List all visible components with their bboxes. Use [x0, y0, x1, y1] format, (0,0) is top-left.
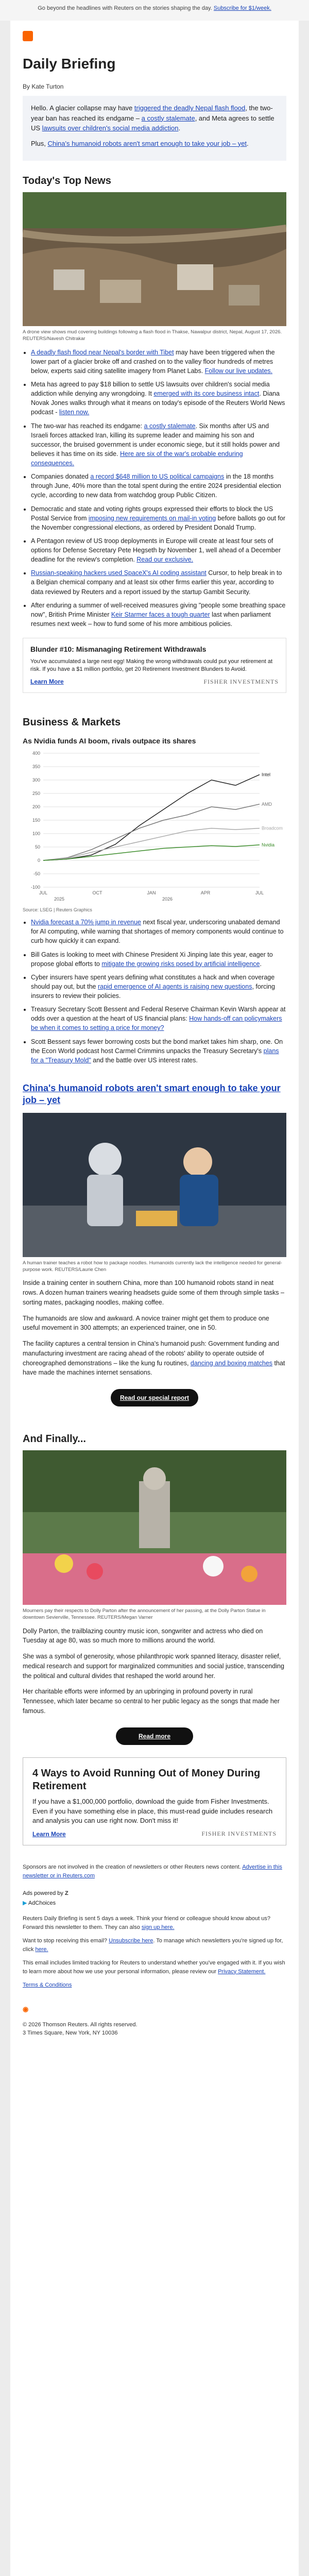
finally-paragraph-3: Her charitable efforts were informed by an upbringing in profound poverty in rural Tennessee, which later became so central to her public legacy as the songs that made her famous.	[23, 1688, 280, 1715]
shares-line-chart	[23, 748, 286, 903]
newsletter-body	[10, 21, 299, 2576]
masthead	[10, 21, 299, 52]
robots-headline-link[interactable]: China's humanoid robots aren't smart enough to take your job – yet	[23, 1082, 281, 1106]
robots-paragraph-1: Inside a training center in southern China, more than 100 humanoid robots stand in neat rows. A dozen human trainers wearing headsets guide some of them through simple tasks – sorting mates, packaging noodles, making coffee.	[23, 1279, 284, 1306]
dolly-memorial-photo	[23, 1450, 286, 1605]
intro-paragraph: Hello. A glacier collapse may have triggered the deadly Nepal flash flood, the two-year ban has reached its endgame – a costly stalemate, and Meta agrees to settle US lawsuits over children's social media addiction.	[31, 104, 274, 132]
top-news-list	[10, 348, 299, 629]
robots-photo	[23, 1113, 286, 1257]
promo-learn-more-link[interactable]: Learn More	[32, 1830, 66, 1838]
list-item: • A deadly flash flood near Nepal's border with Tibet may have been triggered when the lower part of a glacier broke off and crashed on to the valley floor hundreds of metres below, experts said citing satellite imagery from Planet Labs. Follow our live updates.	[31, 348, 286, 376]
privacy-link[interactable]: Privacy Statement.	[218, 1968, 266, 1975]
thomson-reuters-logo-icon: ◉	[23, 2005, 29, 2013]
subscribe-link[interactable]: Subscribe for $1/week.	[213, 5, 271, 11]
intro-paragraph-plus: Plus, China's humanoid robots aren't smart enough to take your job – yet.	[31, 139, 249, 147]
chart-source: Source: LSEG | Reuters Graphics	[23, 907, 92, 913]
manage-newsletters-link[interactable]: here.	[35, 1946, 48, 1953]
intro-link-meta[interactable]: lawsuits over children's social media addiction	[42, 124, 179, 132]
byline: By Kate Turton	[23, 83, 64, 90]
finally-heading: And Finally...	[23, 1433, 86, 1445]
y-tick-label: 250	[32, 791, 40, 796]
terms-link[interactable]: Terms & Conditions	[23, 1982, 72, 1989]
series-line-amd	[43, 804, 260, 860]
unsubscribe-link[interactable]: Unsubscribe here	[109, 1938, 153, 1944]
fisher-logo: FISHER INVESTMENTS	[203, 678, 279, 686]
list-item: • The two-war has reached its endgame: a costly stalemate. Six months after US and Israeli forces attacked Iran, killing its supreme leader and maiming his son and successor, the bruised government is under economic siege, but it still holds power and believes it has time on its side. Here are six of the war's probable enduring consequences.	[31, 421, 286, 468]
y-tick-label: 350	[32, 764, 40, 770]
fisher-ad-box[interactable]	[23, 638, 286, 693]
business-list	[10, 918, 299, 1065]
series-line-broadcom	[43, 828, 260, 860]
list-item: • Meta has agreed to pay $18 billion to settle US lawsuits over children's social media addiction while denying any wrongdoing. It emerged with its core business intact. Diana Novak Jones walks through what it means on today's episode of the Reuters World News podcast - listen now.	[31, 380, 286, 417]
x-tick-label: APR	[200, 890, 211, 896]
copyright: © 2026 Thomson Reuters. All rights reserved. 3 Times Square, New York, NY 10036	[23, 2021, 138, 2037]
list-item: • Treasury Secretary Scott Bessent and Federal Reserve Chairman Kevin Warsh appear at odds over a question at the heart of US financial plans: How hands-off can policymakers be when it comes to setting a price for money?	[31, 1005, 286, 1032]
y-tick-label: -100	[30, 885, 40, 890]
read-more-button[interactable]: Read more	[116, 1727, 193, 1745]
list-item: • A Pentagon review of US troop deployments in Europe will create at least four sets of options for Defense Secretary Pete Hegseth by November 1, well ahead of a December deadline for the review's completion. Read our exclusive.	[31, 536, 286, 564]
promo-body: If you have a $1,000,000 portfolio, download the guide from Fisher Investments. Even if you have something else in place, this must-read guide includes research and analysis you can use right now. Don't miss it!	[32, 1797, 273, 1825]
x-year-label: 2026	[162, 896, 173, 902]
footer-text: Reuters Daily Briefing is sent 5 days a week. Think your friend or colleague should know about us? Forward this newsletter to them. They can also sign up here. Want to stop receiving this email? Unsubscribe here. To manage which newsletters you're signed up for, click here. This email includes limited tracking for Reuters to understand whether you've engaged with it. If you wish to learn more about how we use your personal information, please review our Privacy Statement. Terms & Conditions	[23, 1916, 285, 1989]
y-tick-label: -50	[33, 871, 40, 877]
series-label: AMD	[262, 801, 272, 807]
intro-link-flood[interactable]: triggered the deadly Nepal flash flood	[134, 104, 246, 112]
x-tick-label: JUL	[39, 890, 48, 896]
robots-paragraph-2: The humanoids are slow and awkward. A novice trainer might get them to produce one useful movement in 300 attempts; an experienced trainer, one in 50.	[23, 1314, 269, 1332]
top-bar-text: Go beyond the headlines with Reuters on the stories shaping the day.	[38, 5, 214, 11]
fisher-promo-box[interactable]	[23, 1757, 286, 1846]
promo-title: 4 Ways to Avoid Running Out of Money During Retirement	[32, 1767, 261, 1792]
list-item: • After enduring a summer of well-received measures giving "people some breathing space now", British Prime Minister Keir Starmer faces a tough quarter last when parliament resumes next week – how to fund some of his more ambitious policies.	[31, 601, 286, 629]
intro-link-stalemate[interactable]: a costly stalemate	[141, 114, 195, 122]
y-tick-label: 300	[32, 777, 40, 783]
series-label: Nvidia	[262, 842, 275, 848]
robots-photo-caption: A human trainer teaches a robot how to package noodles. Humanoids currently lack the intelligence needed for general-purpose work. REUTERS/Laurie Chen	[23, 1260, 282, 1273]
y-tick-label: 100	[32, 831, 40, 837]
y-tick-label: 50	[35, 844, 40, 850]
newsletter-title: Daily Briefing	[23, 56, 116, 72]
series-label: Broadcom	[262, 825, 283, 831]
footer	[10, 1858, 299, 1890]
list-item: • Democratic and state and voting rights groups expressed their efforts to block the US Postal Service from imposing new requirements on mail-in voting before ballots go out for the November congressional elections, as ordered by President Donald Trump.	[31, 504, 286, 532]
signup-link[interactable]: sign up here.	[141, 1924, 175, 1930]
y-tick-label: 150	[32, 818, 40, 823]
top-news-heading: Today's Top News	[23, 175, 111, 187]
adchoices-icon: ▶	[23, 1900, 27, 1907]
finally-paragraph-2: She was a symbol of generosity, whose philanthropic work spanned literacy, disaster relief, medical research and support for marginalized communities and social justice, transcending the political and cultural divides that reshaped the world around her.	[23, 1653, 284, 1680]
sponsor-note: Sponsors are not involved in the creation of newsletters or other Reuters news content. Advertise in this newsletter or in Reuters.com	[23, 1864, 282, 1879]
robots-paragraph-3: The facility captures a central tension in China's humanoid push: Government funding and manufacturing investment are racing ahead of the robots' ability to operate outside of choreographed demonstrations – like the kung fu routines, dancing and boxing matches that have made the machines internet sensations.	[23, 1340, 285, 1377]
ads-powered-by: Ads powered by Z	[23, 1890, 68, 1897]
flood-photo-caption: A drone view shows mud covering buildings following a flash flood in Thakse, Nawalpur district, Nepal, August 17, 2026. REUTERS/Navesh Chitrakar	[23, 329, 282, 342]
list-item: • Nvidia forecast a 70% jump in revenue next fiscal year, underscoring unabated demand for AI computing, while warning that shortages of memory components would continue to curb how quickly it can expand.	[31, 918, 286, 945]
list-item: • Russian-speaking hackers used SpaceX's AI coding assistant Cursor, to help break in to a Belgian chemical company and at least six other firms earlier this year, according to data reviewed by Reuters and a report issued by the startup Gambit Security.	[31, 568, 286, 596]
x-tick-label: JUL	[255, 890, 264, 896]
ad-learn-more-link[interactable]: Learn More	[30, 678, 64, 686]
series-line-intel	[43, 775, 260, 860]
advertise-link[interactable]: Advertise in this newsletter or in Reuters.com	[23, 1864, 282, 1879]
intro-link-robots[interactable]: China's humanoid robots aren't smart enough to take your job – yet	[47, 139, 247, 147]
flood-photo	[23, 192, 286, 326]
x-tick-label: JAN	[147, 890, 156, 896]
fisher-logo: FISHER INVESTMENTS	[201, 1830, 277, 1838]
y-tick-label: 0	[37, 858, 40, 863]
list-item: • Cyber insurers have spent years defining what constitutes a hack and when coverage should pay out, but the rapid emergence of AI agents is raising new questions, forcing insurers to review their policies.	[31, 973, 286, 1001]
x-year-label: 2025	[54, 896, 65, 902]
list-item: • Bill Gates is looking to meet with Chinese President Xi Jinping late this year, eager to propose global efforts to mitigate the growing risks posed by artificial intelligence.	[31, 950, 286, 969]
adchoices-link[interactable]: ▶ AdChoices	[23, 1900, 56, 1907]
y-tick-label: 400	[32, 751, 40, 756]
ad-title: Blunder #10: Mismanaging Retirement Withdrawals	[30, 645, 207, 653]
x-tick-label: OCT	[92, 890, 102, 896]
finally-paragraph-1: Dolly Parton, the trailblazing country music icon, songwriter and actress who died on Tuesday at age 80, was so much more to millions around the world.	[23, 1627, 263, 1645]
read-special-report-button[interactable]: Read our special report	[111, 1389, 198, 1406]
reuters-logo-icon	[23, 31, 33, 41]
chart-title: As Nvidia funds AI boom, rivals outpace its shares	[23, 737, 196, 745]
zeta-logo-icon: Z	[64, 1890, 68, 1897]
series-label: Intel	[262, 772, 271, 777]
list-item: • Scott Bessent says fewer borrowing costs but the bond market takes him sharp, one. On the Econ World podcast host Carmel Crimmins unpacks the Treasury Secretary's plans for a "Treasury Mold" and the battle over US interest rates.	[31, 1037, 286, 1065]
top-subscribe-bar	[0, 0, 309, 21]
list-item: • Companies donated a record $648 million to US political campaigns in the 18 months through June, 40% more than the total spent during the entire 2024 presidential election cycle, according to new data from watchdog group Public Citizen.	[31, 472, 286, 500]
y-tick-label: 200	[32, 804, 40, 810]
intro-box	[23, 96, 286, 161]
dancing-boxing-link[interactable]: dancing and boxing matches	[190, 1359, 273, 1367]
ad-body: You've accumulated a large nest egg! Making the wrong withdrawals could put your retirement at risk. If you have a $1 million portfolio, get 20 Retirement Investment Blunders to Avoid.	[30, 658, 273, 672]
business-heading: Business & Markets	[23, 717, 121, 728]
dolly-photo-caption: Mourners pay their respects to Dolly Parton after the announcement of her passing, at the Dolly Parton Statue in downtown Sevierville, Tennessee. REUTERS/Megan Varner	[23, 1608, 266, 1620]
